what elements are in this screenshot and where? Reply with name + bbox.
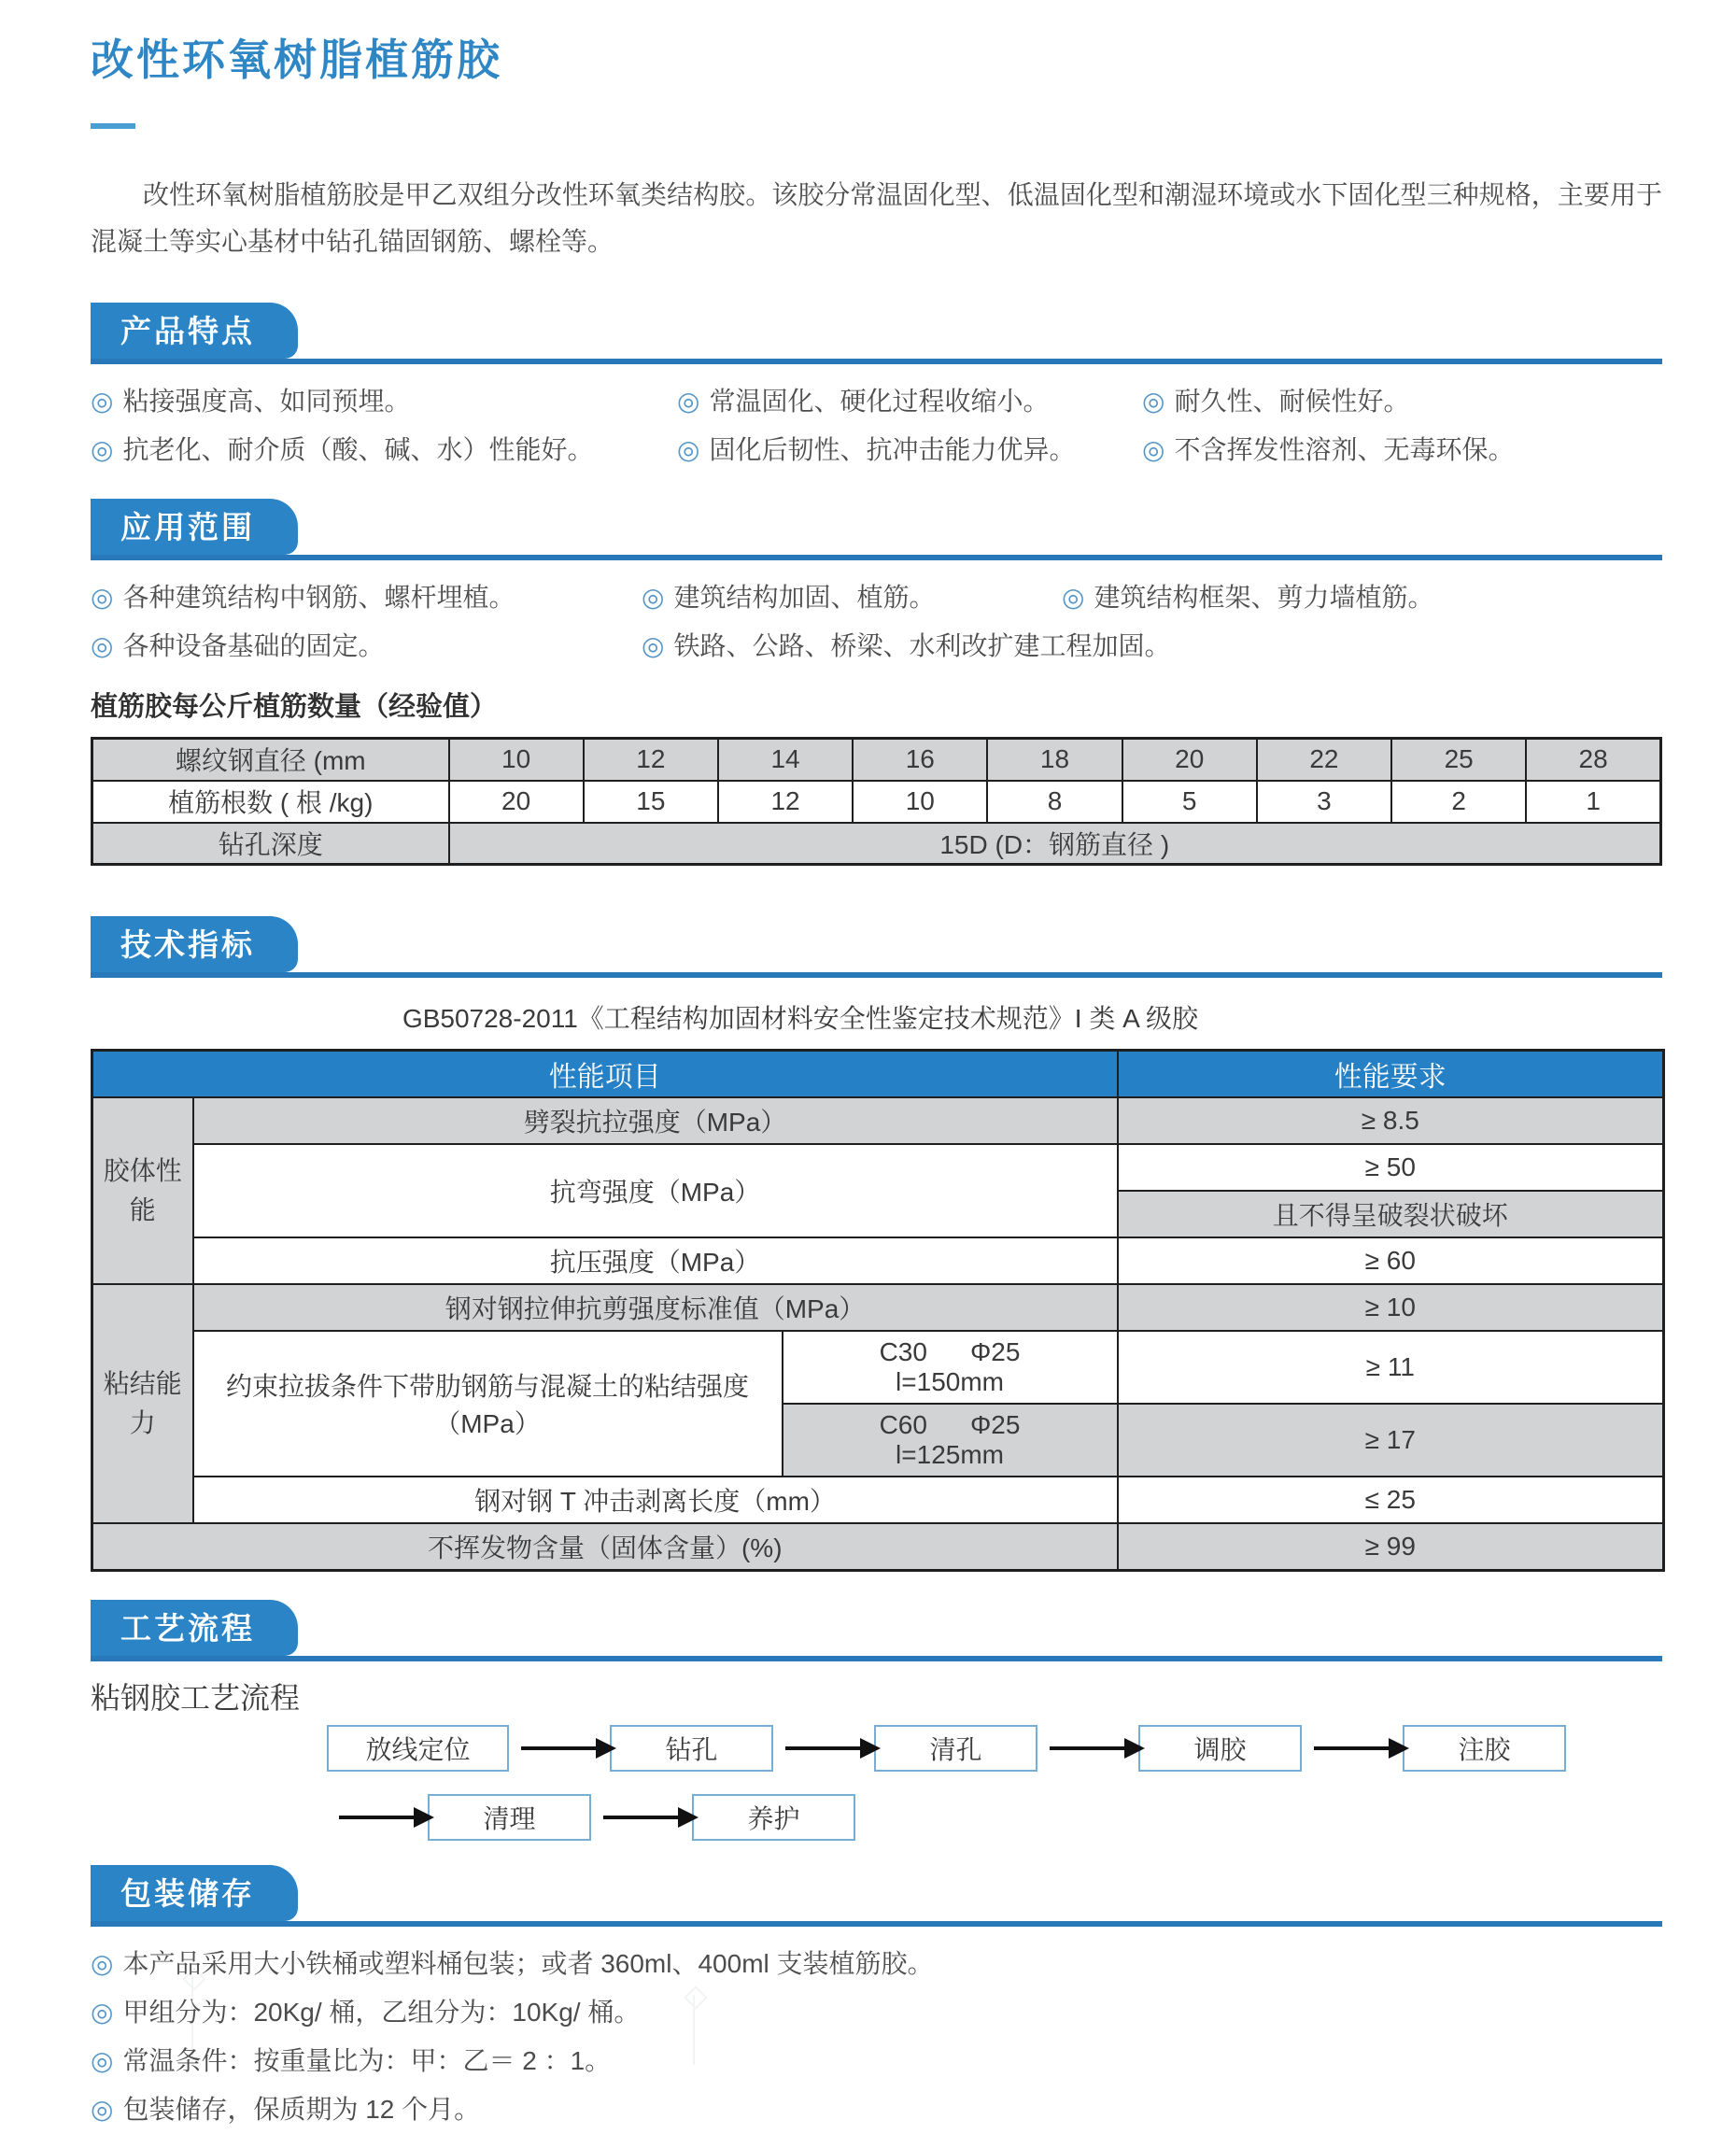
bullet-icon: ◎ [91, 1997, 114, 2027]
flow-step-curing: 养护 [692, 1794, 855, 1841]
table-row [92, 1477, 1664, 1523]
section-header-packaging [91, 1865, 1662, 1927]
arrow-right-icon [603, 1816, 680, 1819]
list-item [91, 377, 677, 426]
cell: 22 [1257, 739, 1391, 781]
flow-step-clean-hole: 清孔 [874, 1725, 1037, 1772]
list-item [91, 426, 677, 474]
item-label: 不挥发物含量（固体含量）(%) [92, 1523, 1118, 1570]
cell: 20 [449, 781, 584, 823]
process-subtitle: 粘钢胶工艺流程 [91, 1680, 301, 1715]
bullet-icon: ◎ [1062, 583, 1085, 612]
table-row [92, 1097, 1664, 1144]
cell: 1 [1526, 781, 1660, 823]
process-flow-row-1 [327, 1725, 1662, 1772]
column-header-requirement: 性能要求 [1118, 1051, 1664, 1098]
item-label: 钢对钢 T 冲击剥离长度（mm） [193, 1477, 1118, 1523]
cell: 5 [1122, 781, 1257, 823]
arrow-right-icon [521, 1746, 598, 1750]
concrete-grade: C60 [879, 1410, 927, 1439]
standard-note: GB50728-2011《工程结构加固材料安全性鉴定技术规范》I 类 A 级胶 [402, 1004, 1199, 1033]
feature-text: 抗老化、耐介质（酸、碱、水）性能好。 [122, 435, 594, 464]
requirement-value: ≥ 17 [1118, 1404, 1664, 1477]
cell: 25 [1391, 739, 1526, 781]
packaging-text: 常温条件：按重量比为：甲：乙＝ 2 ：1。 [122, 2045, 612, 2075]
requirement-value: ≥ 50 [1118, 1144, 1664, 1191]
bullet-icon: ◎ [677, 435, 700, 464]
item-label: 抗弯强度（MPa） [193, 1144, 1118, 1237]
cell: 12 [584, 739, 718, 781]
process-flow-row-2 [327, 1794, 1662, 1841]
section-header-features [91, 303, 1662, 364]
requirement-value: ≥ 60 [1118, 1237, 1664, 1284]
title-accent-dash [91, 123, 135, 129]
item-label: 钢对钢拉伸抗剪强度标准值（MPa） [193, 1284, 1118, 1331]
list-item [1062, 573, 1662, 622]
cell: 28 [1526, 739, 1660, 781]
list-item [91, 2037, 1662, 2085]
list-item [91, 1988, 1662, 2037]
item-label: 劈裂抗拉强度（MPa） [193, 1097, 1118, 1144]
list-item [91, 573, 642, 622]
group-cell-adhesive-performance: 胶体性能 [92, 1097, 193, 1284]
cell: 12 [718, 781, 853, 823]
bullet-icon: ◎ [642, 631, 665, 660]
group-cell-bond-capacity: 粘结能力 [92, 1284, 193, 1523]
spec-cell-c60 [783, 1404, 1118, 1477]
table-row [92, 1144, 1664, 1191]
watermark-sketch [693, 1995, 695, 2065]
flow-step-layout: 放线定位 [327, 1725, 509, 1772]
bullet-icon: ◎ [642, 583, 665, 612]
tech-indicator-table [91, 1049, 1665, 1572]
table-row [92, 1284, 1664, 1331]
anchor-length: l=125mm [896, 1440, 1004, 1469]
features-list [91, 377, 1662, 474]
cell: 8 [987, 781, 1122, 823]
rebar-table-caption: 植筋胶每公斤植筋数量（经验值） [91, 692, 498, 722]
feature-text: 不含挥发性溶剂、无毒环保。 [1174, 435, 1515, 464]
section-badge-packaging: 包装储存 [91, 1865, 298, 1921]
requirement-value: ≤ 25 [1118, 1477, 1664, 1523]
spec-cell-c30 [783, 1331, 1118, 1404]
section-header-applications [91, 499, 1662, 560]
cell: 10 [449, 739, 584, 781]
application-text: 铁路、公路、桥梁、水利改扩建工程加固。 [673, 631, 1171, 660]
feature-text: 耐久性、耐候性好。 [1174, 387, 1410, 416]
cell: 14 [718, 739, 853, 781]
flow-step-inject-adhesive: 注胶 [1403, 1725, 1566, 1772]
requirement-value: ≥ 10 [1118, 1284, 1664, 1331]
item-label: 约束拉拔条件下带肋钢筋与混凝土的粘结强度（MPa） [193, 1331, 783, 1477]
requirement-value: 且不得呈破裂状破坏 [1118, 1191, 1664, 1237]
feature-text: 常温固化、硬化过程收缩小。 [709, 387, 1050, 416]
table-row [92, 823, 1661, 865]
rebar-diameter: Φ25 [969, 1410, 1021, 1439]
bullet-icon: ◎ [91, 583, 114, 612]
requirement-value: ≥ 99 [1118, 1523, 1664, 1570]
cell: 20 [1122, 739, 1257, 781]
packaging-list [91, 1940, 1662, 2134]
watermark-sketch [191, 1976, 193, 2065]
flow-step-drill: 钻孔 [610, 1725, 773, 1772]
cell: 2 [1391, 781, 1526, 823]
item-label: 抗压强度（MPa） [193, 1237, 1118, 1284]
intro-paragraph: 改性环氧树脂植筋胶是甲乙双组分改性环氧类结构胶。该胶分常温固化型、低温固化型和潮湿环境或水下固化型三种规格，主要用于混凝土等实心基材中钻孔锚固钢筋、螺栓等。 [91, 180, 1662, 256]
section-badge-features: 产品特点 [91, 303, 298, 359]
list-item [91, 2085, 1662, 2134]
rebar-diameter: Φ25 [969, 1337, 1021, 1366]
table-row [92, 739, 1661, 781]
rebar-quantity-table [91, 737, 1662, 866]
flow-step-mix-adhesive: 调胶 [1138, 1725, 1302, 1772]
cell-drill-depth: 15D (D：钢筋直径 ) [449, 823, 1661, 865]
table-row [92, 1237, 1664, 1284]
section-badge-applications: 应用范围 [91, 499, 298, 555]
cell: 18 [987, 739, 1122, 781]
arrow-right-icon [1314, 1746, 1390, 1750]
list-item [1142, 426, 1662, 474]
column-header-item: 性能项目 [92, 1051, 1118, 1098]
list-item [677, 426, 1142, 474]
anchor-length: l=150mm [896, 1367, 1004, 1396]
table-row [92, 1523, 1664, 1570]
feature-text: 固化后韧性、抗冲击能力优异。 [709, 435, 1076, 464]
application-text: 建筑结构框架、剪力墙植筋。 [1094, 583, 1434, 612]
arrow-right-icon [339, 1816, 416, 1819]
section-header-process [91, 1600, 1662, 1661]
row-label: 钻孔深度 [92, 823, 449, 865]
bullet-icon: ◎ [677, 387, 700, 416]
table-header-row [92, 1051, 1664, 1098]
cell: 15 [584, 781, 718, 823]
list-item [91, 1940, 1662, 1988]
feature-text: 粘接强度高、如同预埋。 [122, 387, 411, 416]
cell: 3 [1257, 781, 1391, 823]
section-header-tech [91, 916, 1662, 978]
requirement-value: ≥ 11 [1118, 1331, 1664, 1404]
bullet-icon: ◎ [91, 387, 114, 416]
flow-step-cleanup: 清理 [428, 1794, 591, 1841]
packaging-text: 包装储存，保质期为 12 个月。 [122, 2094, 481, 2124]
bullet-icon: ◎ [91, 2045, 114, 2075]
packaging-text: 本产品采用大小铁桶或塑料桶包装；或者 360ml、400ml 支装植筋胶。 [122, 1948, 934, 1978]
list-item [642, 573, 1062, 622]
row-label: 螺纹钢直径 (mm [92, 739, 449, 781]
list-item [642, 622, 1662, 671]
section-badge-tech: 技术指标 [91, 916, 298, 972]
applications-list [91, 573, 1662, 671]
table-row [92, 781, 1661, 823]
bullet-icon: ◎ [1142, 435, 1165, 464]
bullet-icon: ◎ [91, 2094, 114, 2124]
cell: 10 [853, 781, 987, 823]
application-text: 各种建筑结构中钢筋、螺杆埋植。 [122, 583, 515, 612]
bullet-icon: ◎ [91, 631, 114, 660]
row-label: 植筋根数 ( 根 /kg) [92, 781, 449, 823]
arrow-right-icon [1050, 1746, 1126, 1750]
table-row [92, 1331, 1664, 1404]
bullet-icon: ◎ [91, 1948, 114, 1978]
bullet-icon: ◎ [91, 435, 114, 464]
requirement-value: ≥ 8.5 [1118, 1097, 1664, 1144]
concrete-grade: C30 [879, 1337, 927, 1366]
bullet-icon: ◎ [1142, 387, 1165, 416]
list-item [91, 622, 642, 671]
application-text: 建筑结构加固、植筋。 [673, 583, 936, 612]
page-title: 改性环氧树脂植筋胶 [91, 35, 502, 84]
packaging-text: 甲组分为：20Kg/ 桶，乙组分为：10Kg/ 桶。 [122, 1997, 641, 2027]
list-item [677, 377, 1142, 426]
application-text: 各种设备基础的固定。 [122, 631, 385, 660]
section-badge-process: 工艺流程 [91, 1600, 298, 1656]
arrow-right-icon [785, 1746, 862, 1750]
list-item [1142, 377, 1662, 426]
cell: 16 [853, 739, 987, 781]
